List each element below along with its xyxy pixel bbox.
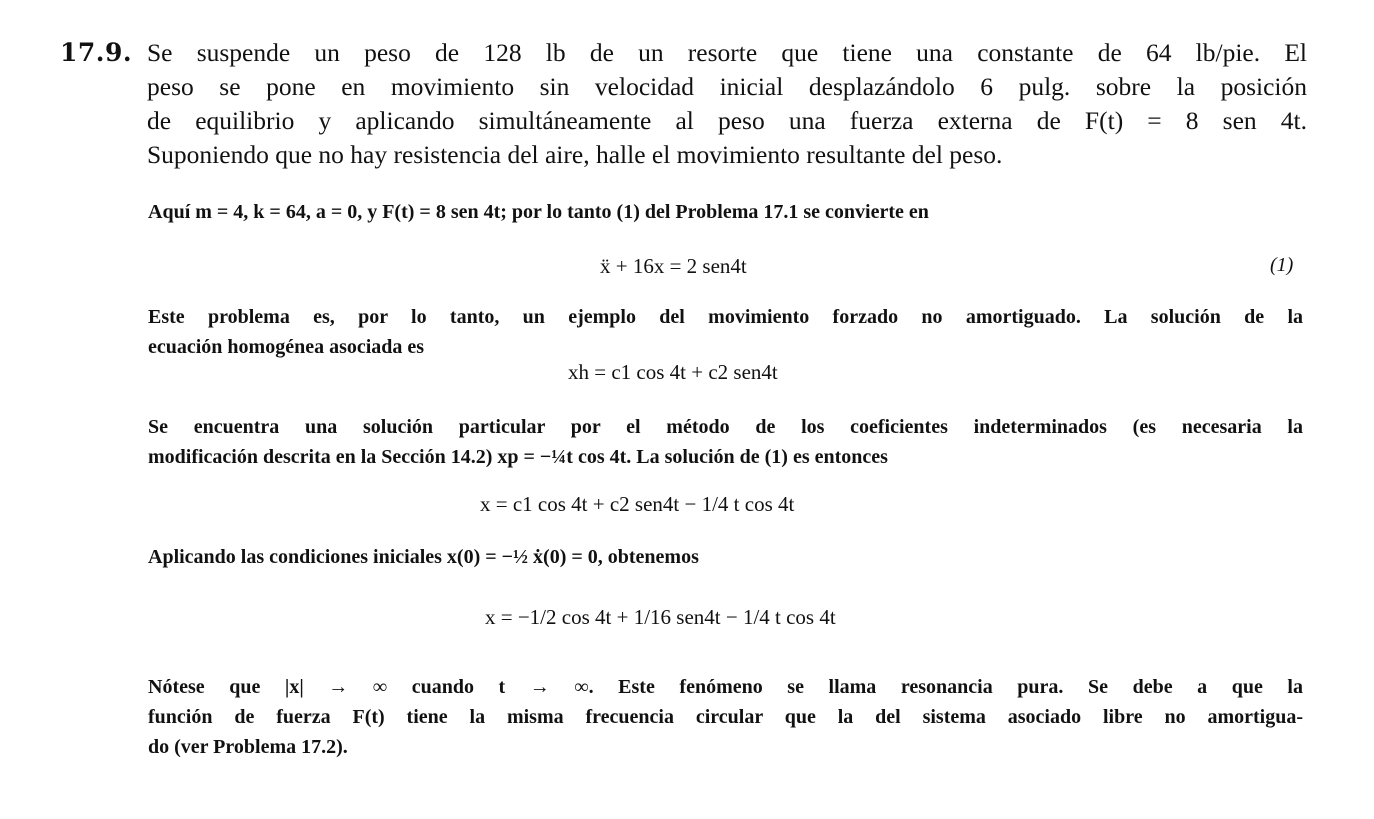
statement-line: de equilibrio y aplicando simultáneamente al peso una fuerza externa de F(t) = 8 sen 4t. xyxy=(147,106,1307,135)
solution-text: Aplicando las condiciones iniciales x(0) = −½ ẋ(0) = 0, obtenemos xyxy=(148,546,699,568)
solution-text: Nótese que |x| → ∞ cuando t → ∞. Este fenómeno se llama resonancia pura. Se debe a que la xyxy=(148,676,1303,698)
solution-paragraph-5 xyxy=(148,672,1303,762)
solution-paragraph-4 xyxy=(148,542,1303,572)
equation-3: x = c1 cos 4t + c2 sen4t − 1/4 t cos 4t xyxy=(480,492,795,516)
equation-1: ẍ + 16x = 2 sen4t xyxy=(600,254,747,278)
statement-line: Suponiendo que no hay resistencia del aire, halle el movimiento resultante del peso. xyxy=(147,140,1003,169)
solution-text: Este problema es, por lo tanto, un ejemplo del movimiento forzado no amortiguado. La solución de la xyxy=(148,306,1303,328)
solution-text: Se encuentra una solución particular por el método de los coeficientes indeterminados (es necesaria la xyxy=(148,416,1303,438)
equation-2: xh = c1 cos 4t + c2 sen4t xyxy=(568,360,778,384)
problem-statement xyxy=(147,36,1307,172)
solution-text: función de fuerza F(t) tiene la misma frecuencia circular que la del sistema asociado libre no amortigua- xyxy=(148,706,1303,728)
solution-text: Aquí m = 4, k = 64, a = 0, y F(t) = 8 sen 4t; por lo tanto (1) del Problema 17.1 se convierte en xyxy=(148,201,929,223)
solution-text: do (ver Problema 17.2). xyxy=(148,736,348,758)
solution-paragraph-2 xyxy=(148,302,1303,362)
statement-line: Se suspende un peso de 128 lb de un resorte que tiene una constante de 64 lb/pie. El xyxy=(147,38,1307,67)
solution-text: modificación descrita en la Sección 14.2) xp = −¼t cos 4t. La solución de (1) es entonces xyxy=(148,446,888,468)
equation-4: x = −1/2 cos 4t + 1/16 sen4t − 1/4 t cos 4t xyxy=(485,605,836,629)
solution-paragraph-3 xyxy=(148,412,1303,472)
solution-paragraph-1 xyxy=(148,197,1303,227)
statement-line: peso se pone en movimiento sin velocidad inicial desplazándolo 6 pulg. sobre la posición xyxy=(147,72,1307,101)
solution-text: ecuación homogénea asociada es xyxy=(148,336,425,358)
problem-number: 17.9. xyxy=(60,38,133,67)
equation-number: (1) xyxy=(1270,254,1294,276)
